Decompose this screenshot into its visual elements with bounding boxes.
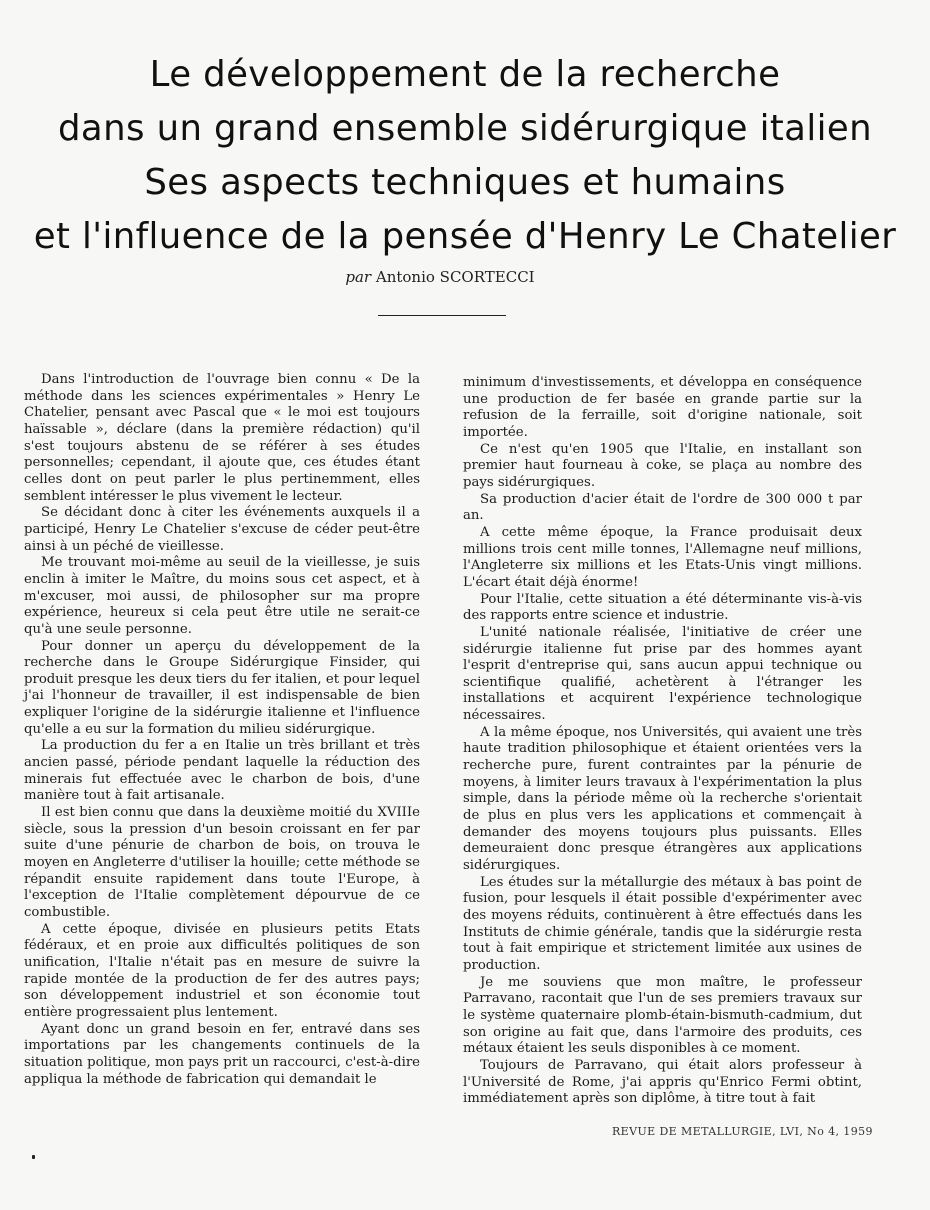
title-line: Ses aspects techniques et humains xyxy=(144,162,786,203)
paragraph: A cette époque, divisée en plusieurs petits Etats fédéraux, et en proie aux difficultés politiques de son unification, l'Italie n'était pas en mesure de suivre la rapide montée de la production de fer des autres pays; son développement industriel et son économie tout entière progressaient plus lentement. xyxy=(24,921,420,1020)
paragraph: A la même époque, nos Universités, qui avaient une très haute tradition philosophique et étaient orientées vers la recherche pure, furent contraintes par la pénurie de moyens, à limiter leurs travaux à l'expérimentation la plus simple, dans la période même où la recherche s'orientait de plus en plus vers les applications et commençait à demander des moyens toujours plus puissants. Elles demeuraient donc presque étrangères aux applications sidérurgiques. xyxy=(463,724,862,874)
paragraph: Ayant donc un grand besoin en fer, entravé dans ses importations par les changements continuels de la situation politique, mon pays prit un raccourci, c'est-à-dire appliqua la méthode de fabrication qui demandait le xyxy=(24,1021,420,1087)
article-title xyxy=(0,48,930,264)
author-byline xyxy=(0,268,880,286)
paragraph: Ce n'est qu'en 1905 que l'Italie, en installant son premier haut fourneau à coke, se plaça au nombre des pays sidérurgiques. xyxy=(463,441,862,490)
scan-speck xyxy=(32,1155,35,1159)
paragraph: Pour l'Italie, cette situation a été déterminante vis-à-vis des rapports entre science et industrie. xyxy=(463,591,862,624)
author-name: Antonio SCORTECCI xyxy=(375,268,535,286)
paragraph: Pour donner un aperçu du développement de la recherche dans le Groupe Sidérurgique Finsider, qui produit presque les deux tiers du fer italien, et pour lequel j'ai l'honneur de travailler, il est indispensable de bien expliquer l'origine de la sidérurgie italienne et l'influence qu'elle a eu sur la formation du milieu sidérurgique. xyxy=(24,638,420,737)
paragraph: Me trouvant moi-même au seuil de la vieillesse, je suis enclin à imiter le Maître, du moins sous cet aspect, et à m'excuser, moi aussi, de philosopher sur ma propre expérience, heureux si cela peut être utile ne serait-ce qu'à une seule personne. xyxy=(24,555,420,637)
title-divider xyxy=(378,315,506,316)
paragraph: Sa production d'acier était de l'ordre de 300 000 t par an. xyxy=(463,491,862,524)
paragraph: Dans l'introduction de l'ouvrage bien connu « De la méthode dans les sciences expérimentales » Henry Le Chatelier, pensant avec Pascal que « le moi est toujours haïssable », déclare (dans la première rédaction) qu'il s'est toujours abstenu de se référer à ses études personnelles; cependant, il ajoute que, ces études étant celles dont on peut parler le plus pertinemment, elles semblent intéresser le plus vivement le lecteur. xyxy=(24,372,420,504)
title-line: Le développement de la recherche xyxy=(149,54,781,95)
paragraph: Toujours de Parravano, qui était alors professeur à l'Université de Rome, j'ai appris qu'Enrico Fermi obtint, immédiatement après son diplôme, à titre tout à fait xyxy=(463,1057,862,1107)
paragraph: Je me souviens que mon maître, le professeur Parravano, racontait que l'un de ses premiers travaux sur le système quaternaire plomb-étain-bismuth-cadmium, dut son origine au fait que, dans l'armoire des produits, ces métaux étaient les seuls disponibles à ce moment. xyxy=(463,974,862,1057)
paragraph: Se décidant donc à citer les événements auxquels il a participé, Henry Le Chatelier s'excuse de céder peut-être ainsi à un péché de vieillesse. xyxy=(24,505,420,554)
paragraph: L'unité nationale réalisée, l'initiative de créer une sidérurgie italienne fut prise par des hommes ayant l'esprit d'entreprise qui, sans aucun appui technique ou scientifique qualifié, achetèrent à l'étranger les installations et acquirent l'expérience technologique nécessaires. xyxy=(463,624,862,724)
paragraph: La production du fer a en Italie un très brillant et très ancien passé, période pendant laquelle la réduction des minerais fut effectuée avec le charbon de bois, d'une manière tout à fait artisanale. xyxy=(24,738,420,804)
paragraph: Il est bien connu que dans la deuxième moitié du XVIIIe siècle, sous la pression d'un besoin croissant en fer par suite d'une pénurie de charbon de bois, on trouva le moyen en Angleterre d'utiliser la houille; cette méthode se répandit ensuite rapidement dans toute l'Europe, à l'exception de l'Italie complètement dépourvue de ce combustible. xyxy=(24,805,420,920)
paragraph: minimum d'investissements, et développa en conséquence une production de fer basée en grande partie sur la refusion de la ferraille, soit d'origine nationale, soit importée. xyxy=(463,375,862,440)
title-line: dans un grand ensemble sidérurgique italien xyxy=(58,108,872,149)
journal-footer: REVUE DE METALLURGIE, LVI, No 4, 1959 xyxy=(612,1125,873,1138)
paragraph: A cette même époque, la France produisait deux millions trois cent mille tonnes, l'Allemagne neuf millions, l'Angleterre six millions et les Etats-Unis vingt millions. L'écart était déjà énorme! xyxy=(463,524,862,590)
author-prefix: par xyxy=(345,268,372,286)
paragraph: Les études sur la métallurgie des métaux à bas point de fusion, pour lesquels il était possible d'expérimenter avec des moyens réduits, continuèrent à être effectués dans les Instituts de chimie générale, tandis que la sidérurgie resta tout à fait empirique et strictement limitée aux usines de production. xyxy=(463,874,862,973)
title-line: et l'influence de la pensée d'Henry Le Chatelier xyxy=(33,216,897,257)
body-column-left xyxy=(24,372,420,1088)
body-column-right xyxy=(463,375,862,1108)
